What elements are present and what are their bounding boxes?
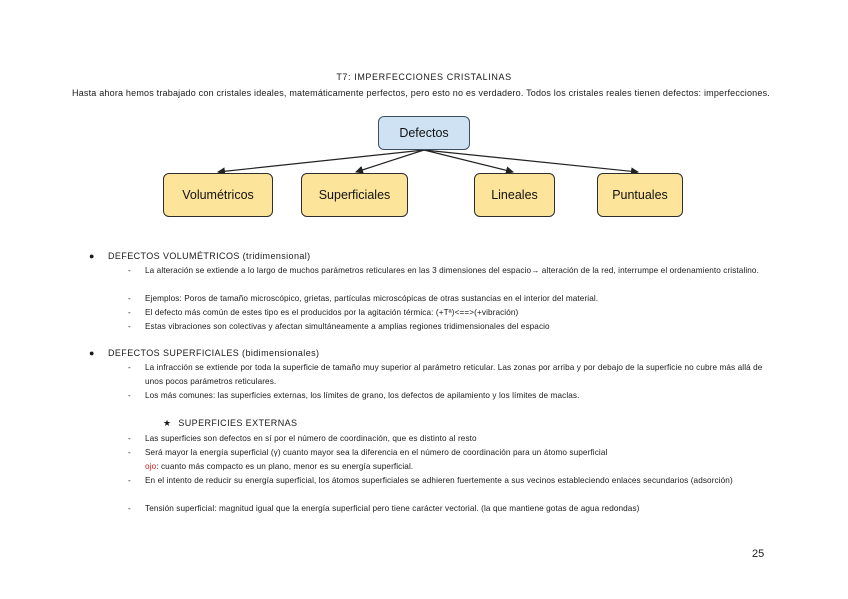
list-item xyxy=(128,320,785,334)
list-item-text: El defecto más común de estes tipo es el producidos por la agitación térmica: (+Tª)<==>(+vibración) xyxy=(145,308,519,317)
intro-paragraph: Hasta ahora hemos trabajado con cristales ideales, matemáticamente perfectos, pero esto no es verdadero. Todos los cristales reales tienen defectos: imperfecciones. xyxy=(72,88,770,98)
section-heading-text: DEFECTOS SUPERFICIALES (bidimensionales) xyxy=(108,348,320,358)
dash-icon: - xyxy=(128,448,131,457)
arrow-volumetricos xyxy=(218,150,424,172)
note-text: : cuanto más compacto es un plano, menor es su energía superficial. xyxy=(156,461,414,471)
list-item-text: Las superficies son defectos en sí por el número de coordinación, que es distinto al resto xyxy=(145,434,477,443)
list-item-text: La alteración se extiende a lo largo de muchos parámetros reticulares en las 3 dimensiones del espacio→ alteración de la red, interrumpe el ordenamiento cristalino. xyxy=(145,266,759,275)
list-item-text: Será mayor la energía superficial (γ) cuanto mayor sea la diferencia en el número de coordinación para un átomo superficial xyxy=(145,448,608,457)
list-item-text: Estas vibraciones son colectivas y afectan simultáneamente a amplias regiones tridimensionales del espacio xyxy=(145,322,550,331)
diagram-node-lineales: Lineales xyxy=(474,173,555,217)
dash-icon: - xyxy=(128,363,131,372)
dash-icon: - xyxy=(128,322,131,331)
page-number: 25 xyxy=(752,548,765,560)
diagram-root-defectos: Defectos xyxy=(378,116,470,150)
section-superficiales-heading xyxy=(89,348,320,358)
list-item xyxy=(128,432,785,446)
list-item-text: La infracción se extiende por toda la superficie de tamaño muy superior al parámetro reticular. Las zonas por arriba y por debajo de la superficie no cubre más allá de unos pocos parámetros reticulares. xyxy=(145,363,763,386)
diagram-node-puntuales: Puntuales xyxy=(597,173,683,217)
list-item xyxy=(128,474,775,488)
subsection-heading-text: SUPERFICIES EXTERNAS xyxy=(178,418,298,428)
list-item-text: Ejemplos: Poros de tamaño microscópico, grietas, partículas microscópicas de otras sustancias en el interior del material. xyxy=(145,294,599,303)
list-item xyxy=(128,446,785,473)
dash-icon: - xyxy=(128,434,131,443)
list-item xyxy=(128,292,785,306)
list-item-text: Los más comunes: las superficies externas, los límites de grano, los defectos de apilamiento y los límites de maclas. xyxy=(145,391,580,400)
diagram-node-superficiales: Superficiales xyxy=(301,173,408,217)
dash-icon: - xyxy=(128,266,131,275)
bullet-icon: ● xyxy=(89,348,95,358)
dash-icon: - xyxy=(128,504,131,513)
diagram-node-volumetricos: Volumétricos xyxy=(163,173,273,217)
list-item-text: En el intento de reducir su energía superficial, los átomos superficiales se adhieren fuertemente a sus vecinos estableciendo enlaces secundarios (adsorción) xyxy=(145,476,733,485)
dash-icon: - xyxy=(128,294,131,303)
list-item xyxy=(128,389,785,403)
section-heading-text: DEFECTOS VOLUMÉTRICOS (tridimensional) xyxy=(108,251,311,261)
dash-icon: - xyxy=(128,308,131,317)
arrow-puntuales xyxy=(424,150,638,172)
list-item xyxy=(128,306,785,320)
page-title: T7: IMPERFECCIONES CRISTALINAS xyxy=(336,72,512,82)
list-item xyxy=(128,502,790,516)
dash-icon: - xyxy=(128,391,131,400)
arrow-lineales xyxy=(424,150,513,172)
bullet-icon: ● xyxy=(89,251,95,261)
list-item-text: Tensión superficial: magnitud igual que la energía superficial pero tiene carácter vectorial. (la que mantiene gotas de agua redondas) xyxy=(145,504,640,513)
list-item xyxy=(128,264,775,278)
note-label-ojo: ojo xyxy=(145,461,157,471)
subsection-superficies-externas xyxy=(163,418,297,429)
star-icon: ★ xyxy=(163,418,172,428)
section-volumetricos-heading xyxy=(89,251,311,261)
list-item xyxy=(128,361,775,388)
dash-icon: - xyxy=(128,476,131,485)
